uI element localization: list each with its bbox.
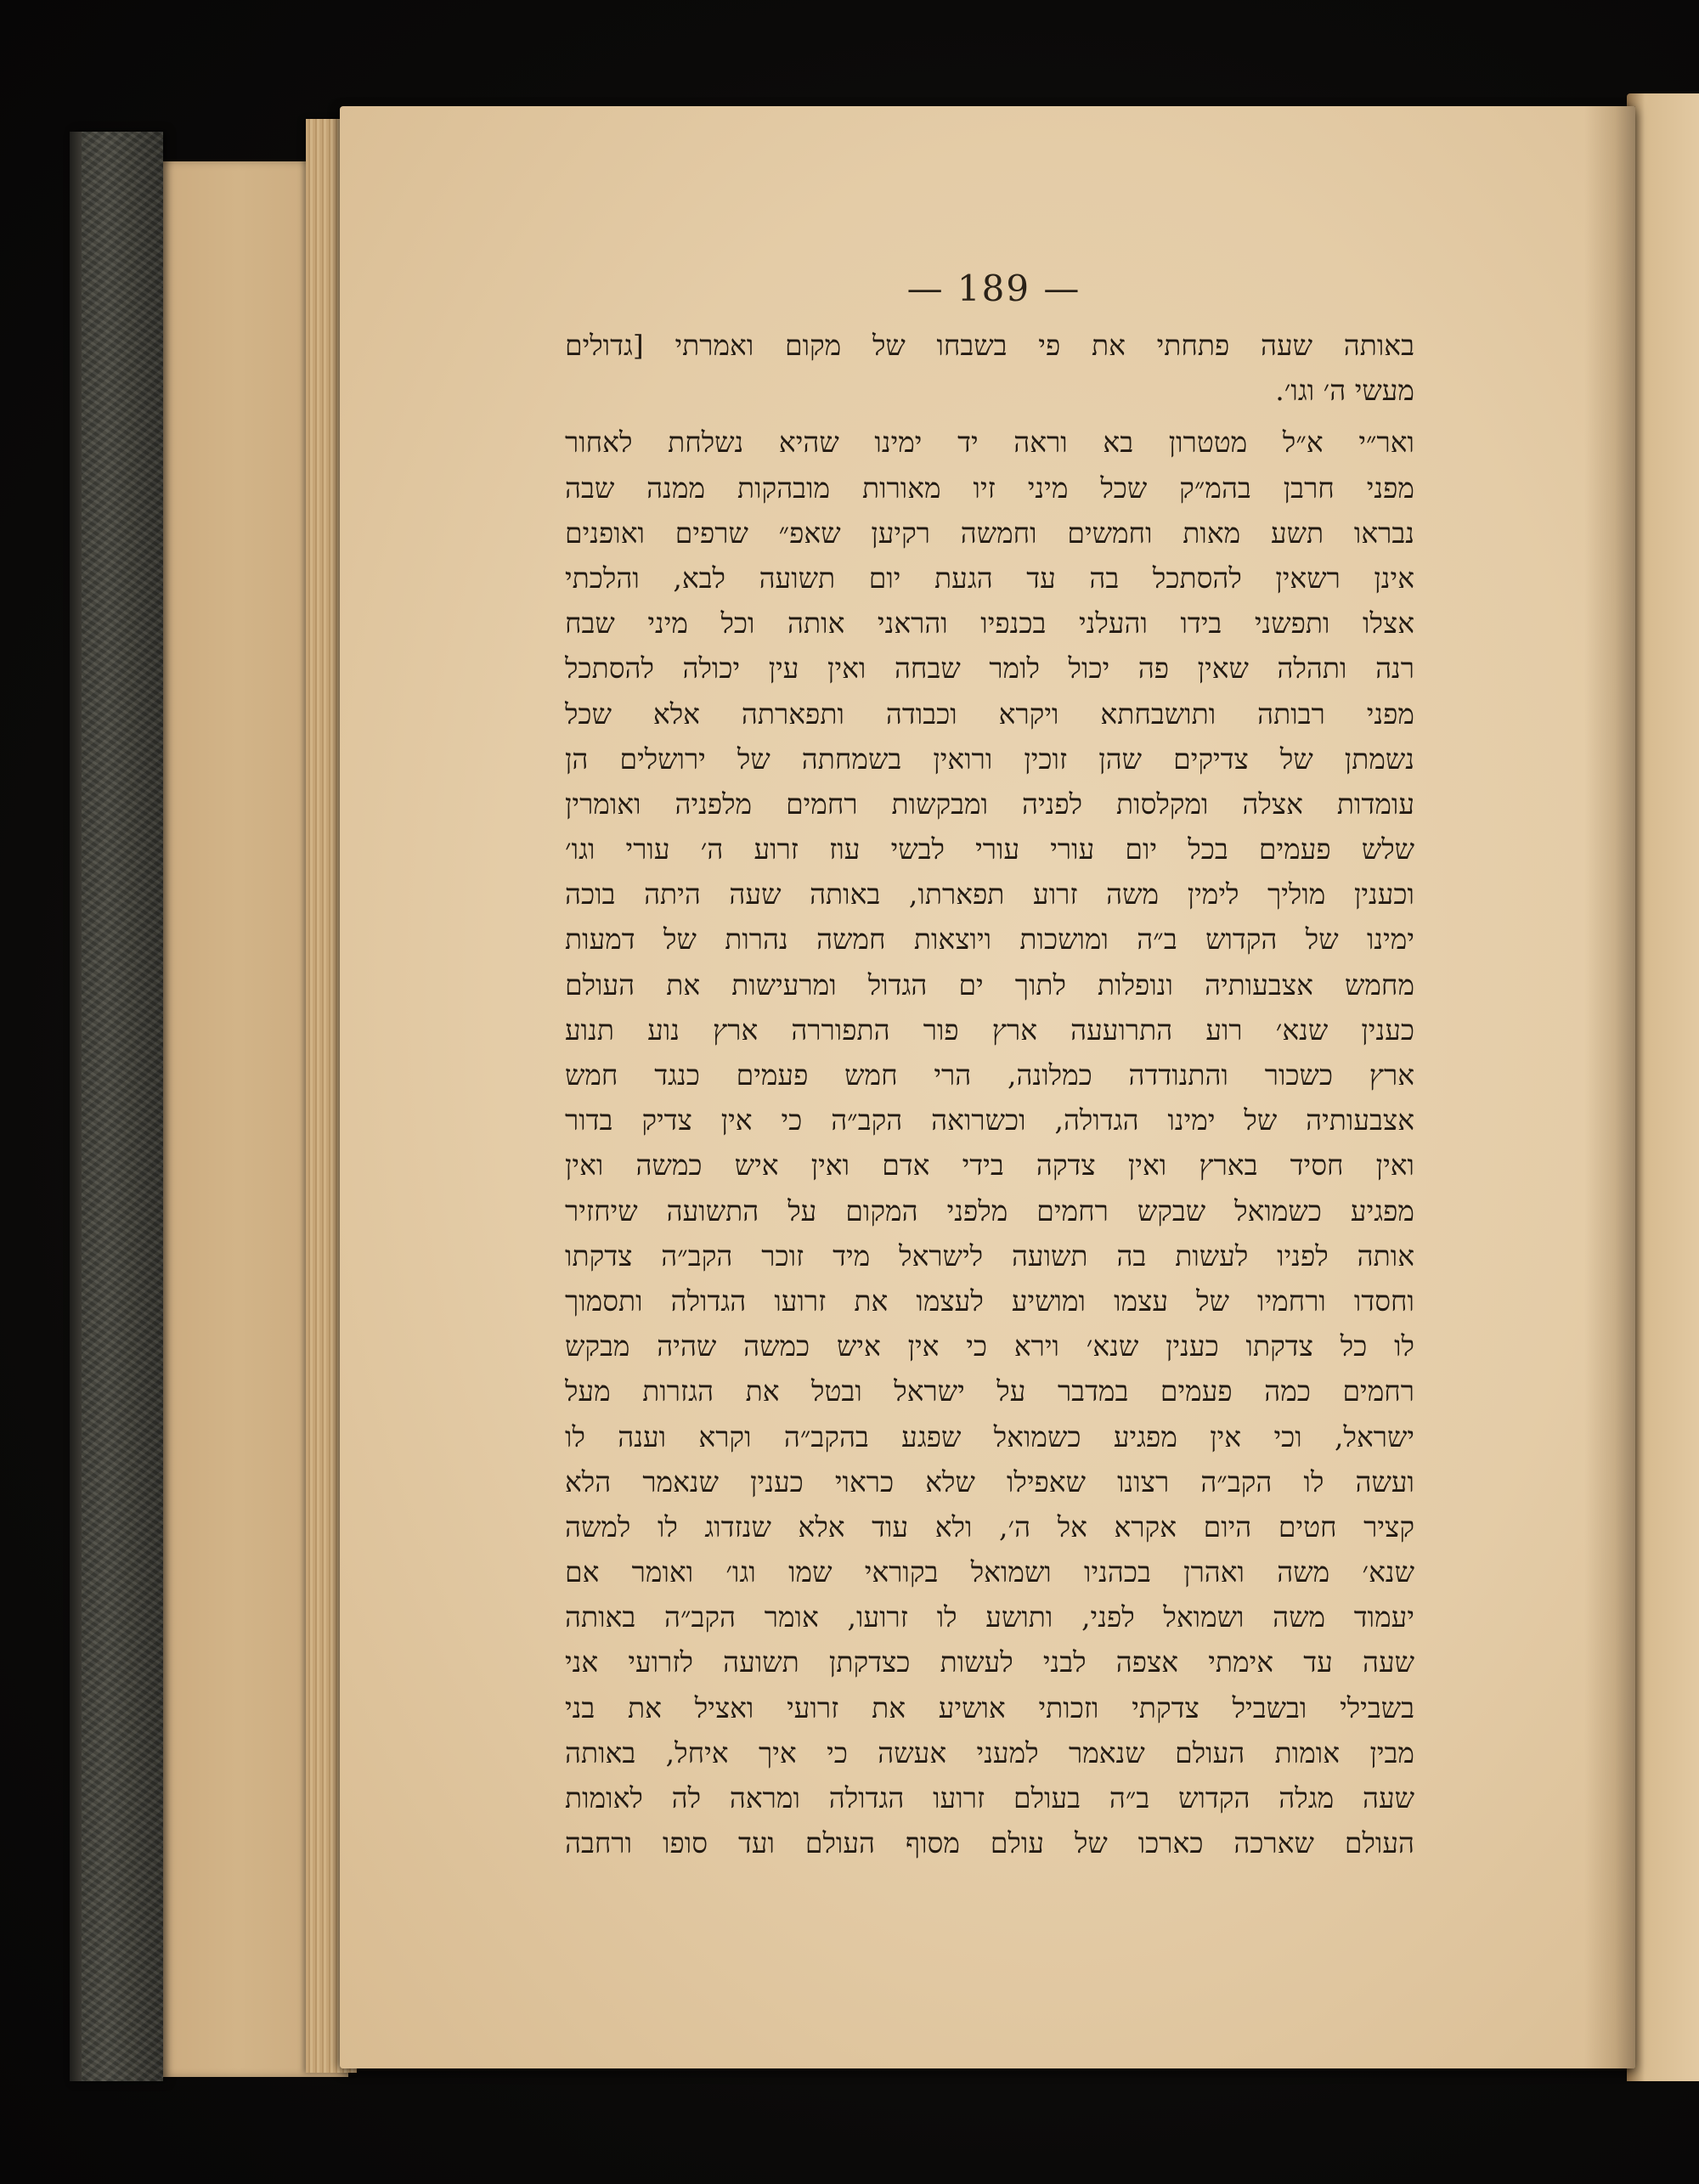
text-line: כענין שנא׳ רוע התרועעה ארץ פור התפוררה ארץ נוע תנוע — [565, 1013, 1414, 1047]
text-line: בשבילי ובשביל צדקתי וזכותי אושיע את זרועי ואציל את בני — [565, 1690, 1414, 1724]
page-number: — 189 — — [906, 268, 1081, 309]
text-line: שעה עד אימתי אצפה לבני לעשות כצדקתן תשועה לזרועי אני — [565, 1645, 1414, 1679]
text-line: וכענין מוליך לימין משה זרוע תפארתו, באותה שעה היתה בוכה — [565, 878, 1414, 911]
text-line: לו כל צדקתו כענין שנא׳ וירא כי אין איש כמשה שהיה מבקש — [565, 1329, 1414, 1363]
text-line: ימינו של הקדוש ב״ה ומושכות ויוצאות חמשה נהרות של דמעות — [565, 923, 1414, 957]
text-line: ועשה לו הקב״ה רצונו שאפילו שלא כראוי כענין שנאמר הלא — [565, 1464, 1414, 1498]
text-line: קציר חטים היום אקרא אל ה׳, ולא עוד אלא שנזדוג לו למשה — [565, 1510, 1414, 1543]
facing-page-edge — [1627, 93, 1699, 2081]
text-line: העולם שארכה כארכו של עולם מסוף העולם ועד סופו ורחבה — [565, 1826, 1414, 1860]
page-gutter-shadow — [1584, 106, 1635, 2068]
text-line: אינן רשאין להסתכל בה עד הגעת יום תשועה לבא, והלכתי — [565, 561, 1414, 595]
hebrew-text-block — [565, 323, 1414, 1865]
text-line: עומדות אצלה ומקלסות לפניה ומבקשות רחמים מלפניה ואומרין — [565, 787, 1414, 821]
marbled-book-cover — [70, 132, 163, 2081]
text-line: וחסדו ורחמיו של עצמו ומושיע לעצמו את זרועו הגדולה ותסמוך — [565, 1284, 1414, 1318]
text-line: אותה לפניו לעשות בה תשועה לישראל מיד זוכר הקב״ה צדקתו — [565, 1239, 1414, 1273]
text-line: מפני רבותה ותושבחתא ויקרא וכבודה ותפארתה אלא שכל — [565, 697, 1414, 731]
paragraph-break — [565, 413, 1414, 420]
cover-edge — [70, 132, 82, 2081]
text-line: רחמים כמה פעמים במדבר על ישראל ובטל את הגזרות מעל — [565, 1374, 1414, 1408]
text-line: מפגיע כשמואל שבקש רחמים מלפני המקום על התשועה שיחזיר — [565, 1194, 1414, 1227]
text-line: מעשי ה׳ וגו׳. — [1275, 374, 1414, 408]
text-line: אצלו ותפשני בידו והעלני בכנפיו והראני אותה וכל מיני שבח — [565, 607, 1414, 641]
text-line: שנא׳ משה ואהרן בכהניו ושמואל בקוראי שמו וגו׳ ואומר אם — [565, 1555, 1414, 1589]
text-line: ישראל, וכי אין מפגיע כשמואל שפגע בהקב״ה וקרא וענה לו — [565, 1419, 1414, 1453]
text-line: אצבעותיה של ימינו הגדולה, וכשרואה הקב״ה כי אין צדיק בדור — [565, 1103, 1414, 1137]
text-line: ואר״י א״ל מטטרון בא וראה יד ימינו שהיא נשלחת לאחור — [565, 426, 1414, 460]
text-line: ואין חסיד בארץ ואין צדקה בידי אדם ואין איש כמשה ואין — [565, 1148, 1414, 1182]
text-line: נשמתן של צדיקים שהן זוכין ורואין בשמחתה של ירושלים הן — [565, 742, 1414, 776]
text-line: מחמש אצבעותיה ונופלות לתוך ים הגדול ומרעישות את העולם — [565, 968, 1414, 1002]
text-line: נבראו תשע מאות וחמשים וחמשה רקיען שאפ״ שרפים ואופנים — [565, 516, 1414, 550]
text-line: מבין אומות העולם שנאמר למעני אעשה כי איך איחל, באותה — [565, 1735, 1414, 1769]
text-line: שלש פעמים בכל יום עורי עורי לבשי עוז זרוע ה׳ עורי וגו׳ — [565, 832, 1414, 866]
text-line: יעמוד משה ושמואל לפני, ותושע לו זרועו, אומר הקב״ה באותה — [565, 1600, 1414, 1634]
text-line: באותה שעה פתחתי את פי בשבחו של מקום ואמרתי [גדולים — [565, 329, 1414, 362]
text-line: שעה מגלה הקדוש ב״ה בעולם זרועו הגדולה ומראה לה לאומות — [565, 1781, 1414, 1814]
text-line: רנה ותהלה שאין פה יכול לומר שבחה ואין עין יכולה להסתכל — [565, 652, 1414, 686]
text-line: מפני חרבן בהמ״ק שכל מיני זיו מאורות מובהקות ממנה שבה — [565, 471, 1414, 505]
text-line: ארץ כשכור והתנודדה כמלונה, הרי חמש פעמים כנגד חמש — [565, 1058, 1414, 1092]
